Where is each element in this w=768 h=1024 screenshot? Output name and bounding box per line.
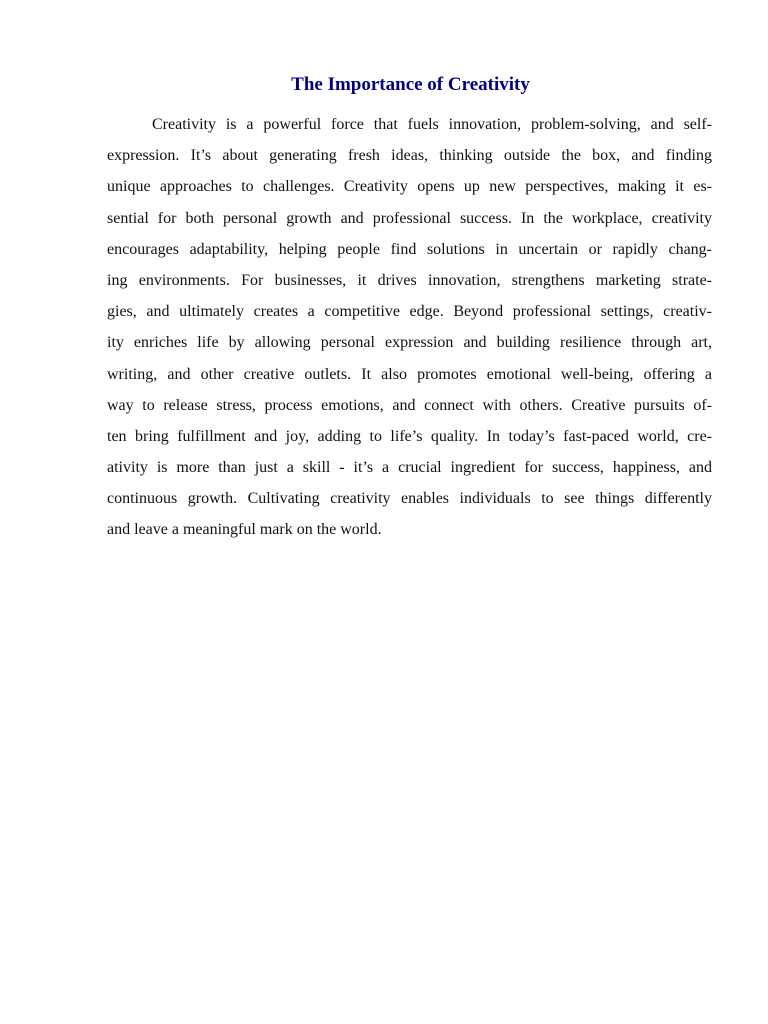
paragraph-line: writing, and other creative outlets. It also promotes emotional well-being, offering a	[107, 365, 712, 383]
paragraph-line: continuous growth. Cultivating creativity enables individuals to see things differently	[107, 490, 712, 508]
paragraph-line: way to release stress, process emotions, and connect with others. Creative pursuits of-	[107, 396, 712, 414]
paragraph-line: ten bring fulfillment and joy, adding to life’s quality. In today’s fast-paced world, cre-	[107, 427, 712, 445]
paragraph-line: sential for both personal growth and professional success. In the workplace, creativity	[107, 209, 712, 227]
paragraph-line: encourages adaptability, helping people find solutions in uncertain or rapidly chang-	[107, 240, 712, 258]
body-paragraph	[107, 113, 712, 550]
paragraph-line: gies, and ultimately creates a competitive edge. Beyond professional settings, creativ-	[107, 303, 712, 321]
paragraph-line: and leave a meaningful mark on the world.	[107, 521, 382, 539]
paragraph-line: Creativity is a powerful force that fuels innovation, problem-solving, and self-	[152, 116, 712, 133]
document-title: The Importance of Creativity	[291, 74, 530, 95]
paragraph-line: ity enriches life by allowing personal expression and building resilience through art,	[107, 334, 712, 352]
paragraph-line: expression. It’s about generating fresh ideas, thinking outside the box, and finding	[107, 147, 712, 165]
paragraph-line: unique approaches to challenges. Creativity opens up new perspectives, making it es-	[107, 178, 712, 196]
paragraph-line: ing environments. For businesses, it drives innovation, strengthens marketing strate-	[107, 271, 712, 289]
paragraph-line: ativity is more than just a skill - it’s a crucial ingredient for success, happiness, and	[107, 459, 712, 477]
